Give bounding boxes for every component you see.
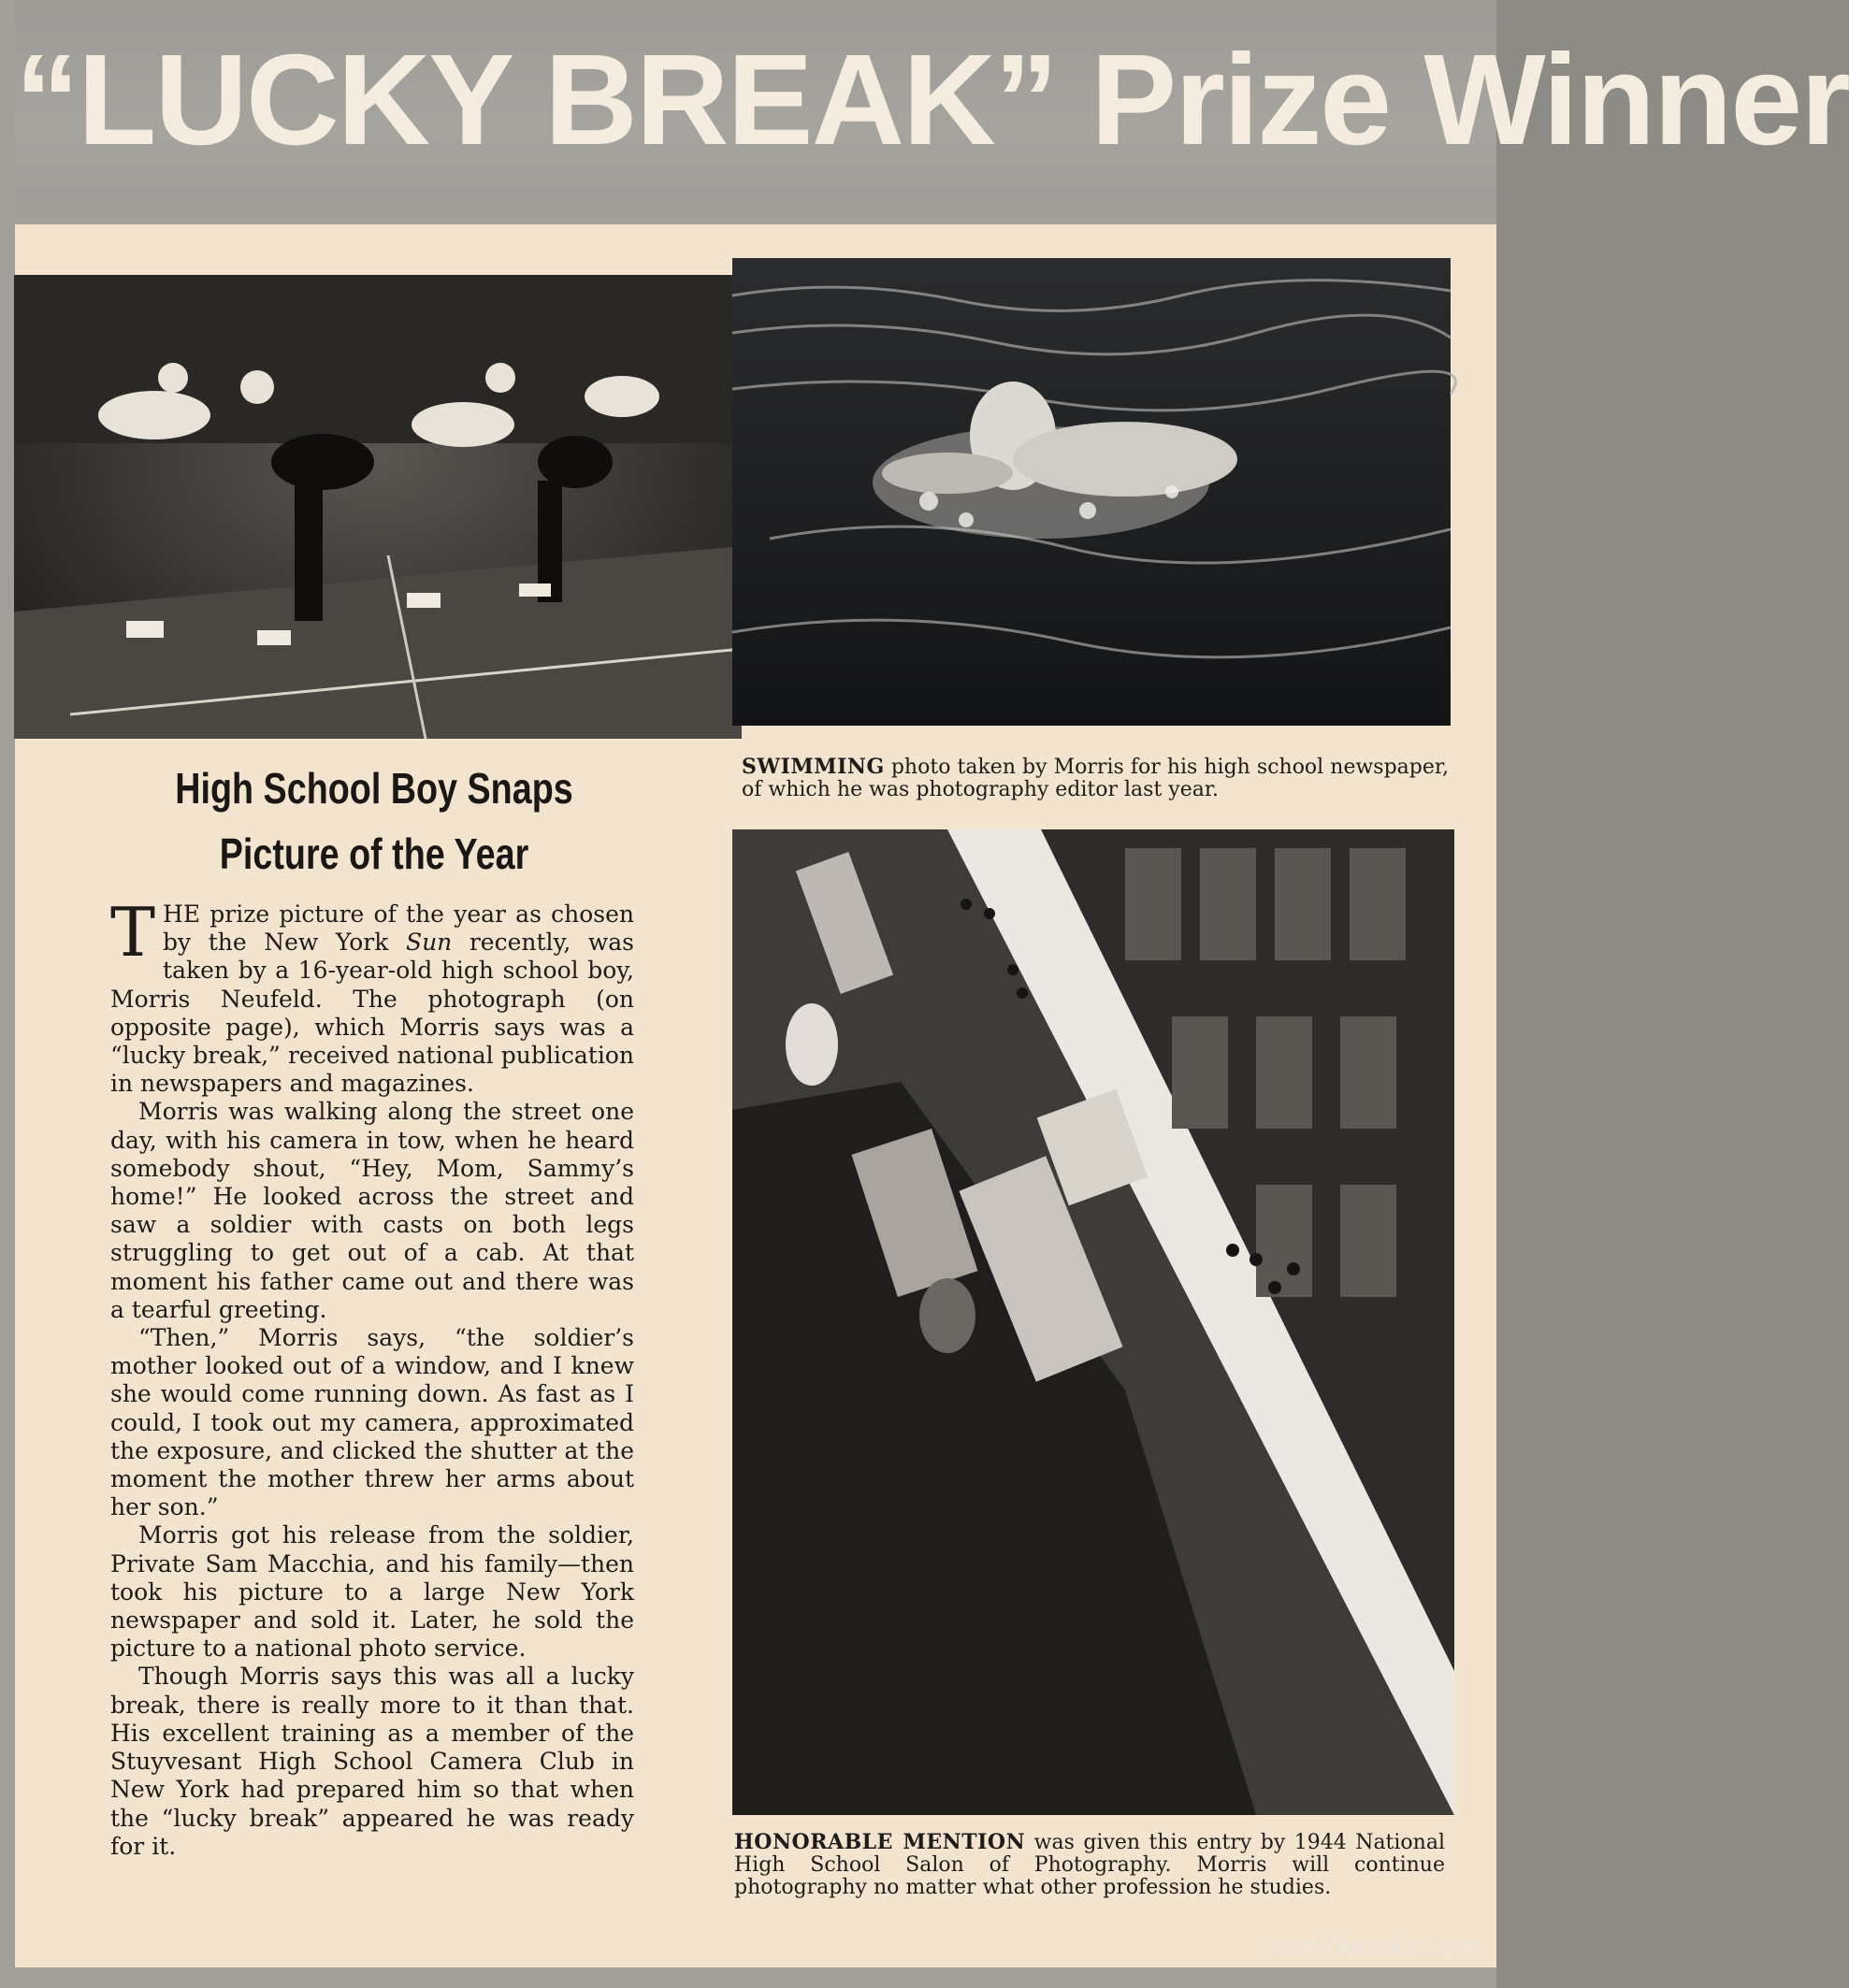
swimming-caption: [742, 756, 1449, 801]
paragraph-5: Though Morris says this was all a lucky break, there is really more to it than that. His excellent training as a member of the Stuyvesant High School Camera Club in New York had prepared him so that when the “lucky break” appeared he was ready for it.: [110, 1663, 634, 1860]
swimming-photo: [732, 258, 1451, 726]
newspaper-name: Sun: [405, 929, 453, 957]
article-body: [110, 893, 634, 1861]
banner-title: “LUCKY BREAK” Prize Winner: [15, 28, 1849, 172]
street-aerial-photo: [732, 829, 1454, 1815]
track-race-photo: [14, 275, 742, 739]
swimming-caption-text: photo taken by Morris for his high school newspaper, of which he was photography editor last year.: [742, 756, 1449, 801]
drop-cap: T: [110, 893, 156, 972]
paragraph-1-tail: recently, was taken by a 16-year-old high school boy, Morris Neufeld. The photograph (on opposite page), which Morris says was a “lucky break,” received national publication in newspapers and magazines.: [110, 929, 634, 1098]
site-watermark: comicbooks.com: [1264, 1934, 1481, 1962]
headline-line-2: Picture of the Year: [219, 829, 529, 878]
paragraph-2: Morris was walking along the street one day, with his camera in tow, when he heard somebody shout, “Hey, Mom, Sammy’s home!” He looked across the street and saw a soldier with casts on both legs struggling to get out of a cab. At that moment his father came out and there was a tearful greeting.: [110, 1098, 634, 1323]
paragraph-1: [110, 893, 634, 1098]
swimming-caption-lead: SWIMMING: [742, 755, 885, 779]
honorable-caption-text: was given this entry by 1944 National High School Salon of Photography. Morris will continue photography no matter what other profession he studies.: [734, 1831, 1446, 1899]
headline-line-1: High School Boy Snaps: [175, 764, 573, 813]
paragraph-1-start: HE prize picture of the year as chosen by the New York: [163, 900, 634, 957]
honorable-mention-caption: [734, 1831, 1445, 1899]
paragraph-3: “Then,” Morris says, “the soldier’s mother looked out of a window, and I knew she would come running down. As fast as I could, I took out my camera, approximated the exposure, and clicked the shutter at the moment the mother threw her arms about her son.”: [110, 1324, 634, 1521]
title-banner: [15, 0, 1849, 213]
article-headline: [121, 756, 627, 886]
paragraph-4: Morris got his release from the soldier, Private Sam Macchia, and his family—then took his picture to a large New York newspaper and sold it. Later, he sold the picture to a national photo service.: [110, 1521, 634, 1663]
honorable-caption-lead: HONORABLE MENTION: [734, 1830, 1026, 1854]
